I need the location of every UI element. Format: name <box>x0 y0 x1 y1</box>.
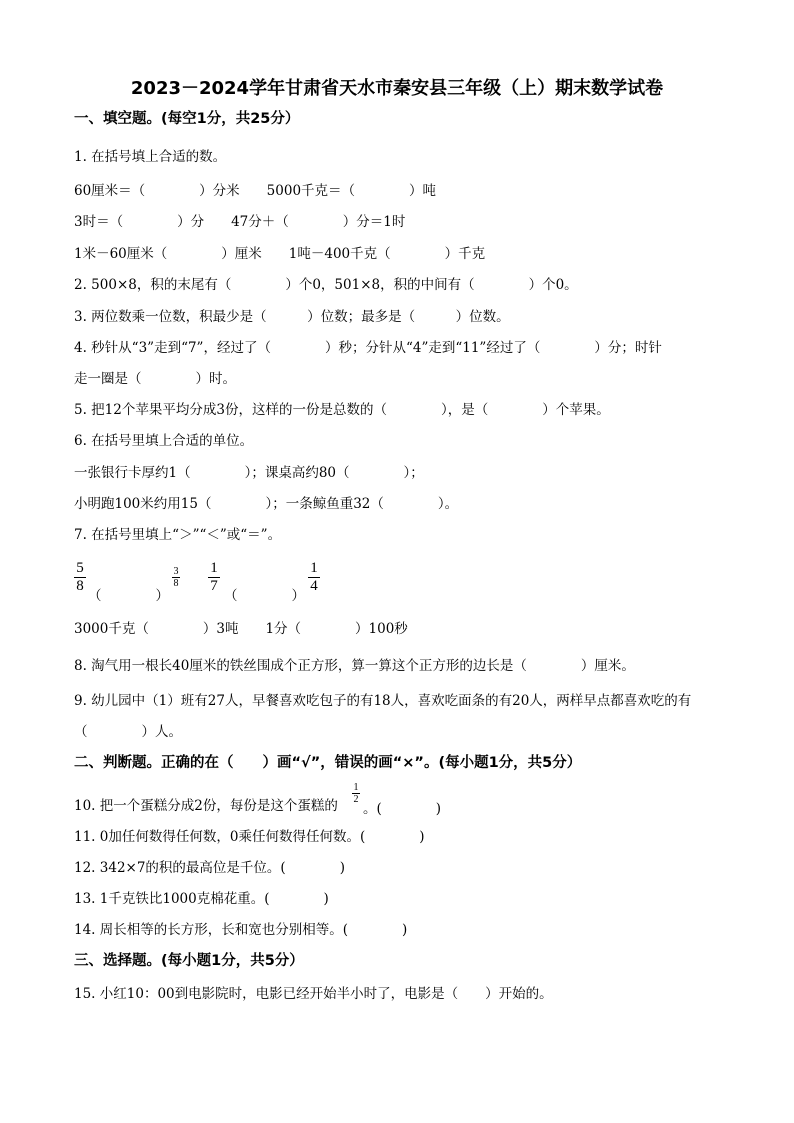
fraction-numerator: 3 <box>173 566 179 577</box>
page-title: 2023－2024学年甘肃省天水市秦安县三年级（上）期末数学试卷 <box>130 78 664 99</box>
fraction-1-7 <box>208 560 220 594</box>
question-5: 5. 把12个苹果平均分成3份，这样的一份是总数的（ ），是（ ）个苹果。 <box>74 402 610 418</box>
question-1-line-3: 1米－60厘米（ ）厘米 1吨－400千克（ ）千克 <box>74 246 486 262</box>
compare-paren-1: （ ） <box>88 588 169 604</box>
fraction-denominator: 2 <box>353 794 359 805</box>
compare-paren-2: （ ） <box>224 588 305 604</box>
fraction-numerator: 5 <box>76 560 84 576</box>
question-4-line-1: 4. 秒针从“3”走到“7”，经过了（ ）秒；分针从“4”走到“11”经过了（ ）分；时针 <box>74 340 662 356</box>
fraction-numerator: 1 <box>210 560 218 576</box>
question-6-line-2: 小明跑100米约用15（ ）；一条鲸鱼重32（ ）。 <box>74 496 459 512</box>
question-4-line-2: 走一圈是（ ）时。 <box>74 371 236 387</box>
question-11: 11. 0加任何数得任何数，0乘任何数得任何数。( ) <box>74 829 425 845</box>
section-2-heading: 二、判断题。正确的在（ ）画“√”，错误的画“×”。(每小题1分，共5分） <box>74 755 582 771</box>
question-3: 3. 两位数乘一位数，积最少是（ ）位数；最多是（ ）位数。 <box>74 309 510 325</box>
question-13: 13. 1千克铁比1000克棉花重。( ) <box>74 891 329 907</box>
question-10 <box>74 797 338 815</box>
fraction-denominator: 4 <box>310 577 318 594</box>
question-2: 2. 500×8，积的末尾有（ ）个0，501×8，积的中间有（ ）个0。 <box>74 277 578 293</box>
fraction-3-8 <box>172 566 180 589</box>
question-14: 14. 周长相等的长方形，长和宽也分别相等。( ) <box>74 922 408 938</box>
question-9-line-1: 9. 幼儿园中（1）班有27人，早餐喜欢吃包子的有18人，喜欢吃面条的有20人，两样早点都喜欢吃的有 <box>74 693 692 709</box>
question-1-line-1: 60厘米＝（ ）分米 5000千克＝（ ）吨 <box>74 183 437 199</box>
fraction-denominator: 8 <box>173 578 179 589</box>
fraction-denominator: 8 <box>76 577 84 594</box>
question-7: 7. 在括号里填上“＞”“＜”或“＝”。 <box>74 527 282 543</box>
fraction-numerator: 1 <box>310 560 318 576</box>
fraction-5-8 <box>74 560 86 594</box>
section-3-heading: 三、选择题。(每小题1分，共5分） <box>74 953 304 969</box>
question-1: 1. 在括号填上合适的数。 <box>74 149 227 165</box>
fraction-1-2 <box>352 782 360 805</box>
question-10-text: 10. 把一个蛋糕分成2份，每份是这个蛋糕的 <box>74 798 338 814</box>
question-12: 12. 342×7的积的最高位是千位。( ) <box>74 860 345 876</box>
fraction-numerator: 1 <box>353 782 359 793</box>
section-1-heading: 一、填空题。(每空1分，共25分） <box>74 111 300 127</box>
question-1-line-2: 3时＝（ ）分 47分＋（ ）分＝1时 <box>74 214 406 230</box>
question-9-line-2: （ ）人。 <box>74 724 182 740</box>
fraction-denominator: 7 <box>210 577 218 594</box>
question-7-line-2: 3000千克（ ）3吨 1分（ ）100秒 <box>74 621 408 637</box>
question-8: 8. 淘气用一根长40厘米的铁丝围成个正方形，算一算这个正方形的边长是（ ）厘米。 <box>74 658 635 674</box>
question-6: 6. 在括号里填上合适的单位。 <box>74 433 254 449</box>
fraction-1-4 <box>308 560 320 594</box>
question-6-line-1: 一张银行卡厚约1（ ）；课桌高约80（ ）； <box>74 465 424 481</box>
question-10-tail: 。( ) <box>363 801 442 817</box>
question-15: 15. 小红10：00到电影院时，电影已经开始半小时了，电影是（ ）开始的。 <box>74 986 553 1002</box>
